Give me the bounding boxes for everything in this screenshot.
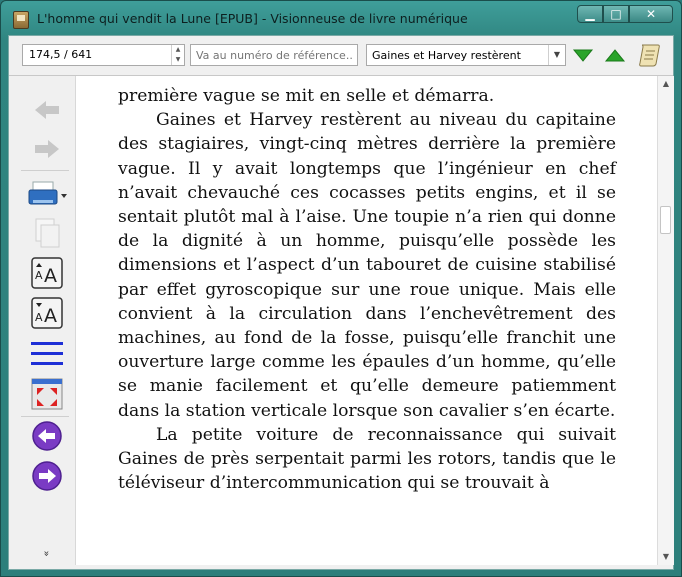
font-larger-button[interactable] [29,257,65,289]
font-smaller-button[interactable] [29,297,65,329]
window-controls [577,5,673,23]
font-larger-icon [31,257,63,289]
print-button[interactable] [25,177,69,209]
position-value: 174,5 / 641 [29,48,93,61]
book-paragraph: première vague se mit en selle et démarra. [118,86,495,106]
copy-icon [32,217,62,249]
fullscreen-icon [31,378,63,410]
next-page-icon [31,460,63,492]
forward-button[interactable] [29,133,65,165]
toc-icon [30,339,64,369]
close-button[interactable]: ✕ [629,5,673,23]
chapter-select[interactable] [366,44,566,66]
spin-down-icon[interactable]: ▼ [175,56,181,63]
forward-arrow-icon [33,138,61,160]
book-paragraph: Gaines et Harvey restèrent au niveau du capitaine des stagiaires, vingt-cinq mètres derrière la première vague. Il y avait longtemps que l’ingénieur en chef n’avait chevauché ces cocasses petits engins, et il se sentait plutôt mal à l’aise. Une toupie n’a rien qui donne de la dignité à un homme, puisqu’elle possède les dimensions et l’aspect d’un tabouret de cuisine stabilisé par effet gyroscopique sur une roue unique. Mais elle convient à la circulation dans l’enchevêtrement des machines, au fond de la fosse, puisqu’elle franchit une ouverture large comme les épaules d’un homme, qu’elle se manie facilement et qu’elle demeure patiemment dans la station verticale lorsque son cavalier s’en écarte. [118,110,616,421]
previous-page-button[interactable] [29,420,65,452]
next-page-button[interactable] [29,460,65,492]
previous-page-icon [31,420,63,452]
sidebar-separator [21,170,69,171]
scroll-thumb[interactable] [660,206,671,234]
toc-button[interactable] [29,338,65,370]
svg-text:A: A [35,311,43,324]
svg-text:A: A [35,269,43,282]
svg-text:A: A [44,305,57,327]
reference-input[interactable] [190,44,358,66]
scroll-up-icon[interactable]: ▲ [662,79,670,88]
window-title: L'homme qui vendit la Lune [EPUB] - Visionneuse de livre numérique [37,11,468,26]
position-spinbox[interactable] [22,44,185,66]
book-app-icon [13,11,29,29]
toolbar [9,36,673,76]
vertical-scrollbar[interactable] [657,76,674,565]
print-icon [25,178,69,208]
book-page[interactable] [75,76,658,565]
maximize-button[interactable]: □ [603,5,629,23]
book-paragraph: La petite voiture de reconnaissance qui suivait Gaines de près serpentait parmi les rotors, tandis que le téléviseur d’intercommunication qui se trouvait à [118,424,616,494]
previous-search-result-icon[interactable] [604,44,626,66]
chapter-value: Gaines et Harvey restèrent [372,49,521,62]
bookmark-scroll-icon[interactable] [637,42,663,68]
back-arrow-icon [33,99,61,121]
back-button[interactable] [29,94,65,126]
position-spin-arrows[interactable] [171,45,184,65]
sidebar-separator [21,416,69,417]
copy-button[interactable] [29,217,65,249]
book-text [118,84,616,495]
more-icon[interactable]: » [40,550,52,557]
fullscreen-button[interactable] [29,378,65,410]
font-smaller-icon [31,297,63,329]
spin-up-icon[interactable]: ▲ [175,46,181,53]
title-bar[interactable] [1,1,681,35]
chevron-down-icon[interactable]: ▼ [548,45,565,65]
viewer-client [8,35,674,570]
svg-text:A: A [44,265,57,287]
next-search-result-icon[interactable] [572,44,594,66]
sidebar [9,76,73,569]
scroll-down-icon[interactable]: ▼ [662,552,670,561]
minimize-button[interactable]: ▁ [577,5,603,23]
